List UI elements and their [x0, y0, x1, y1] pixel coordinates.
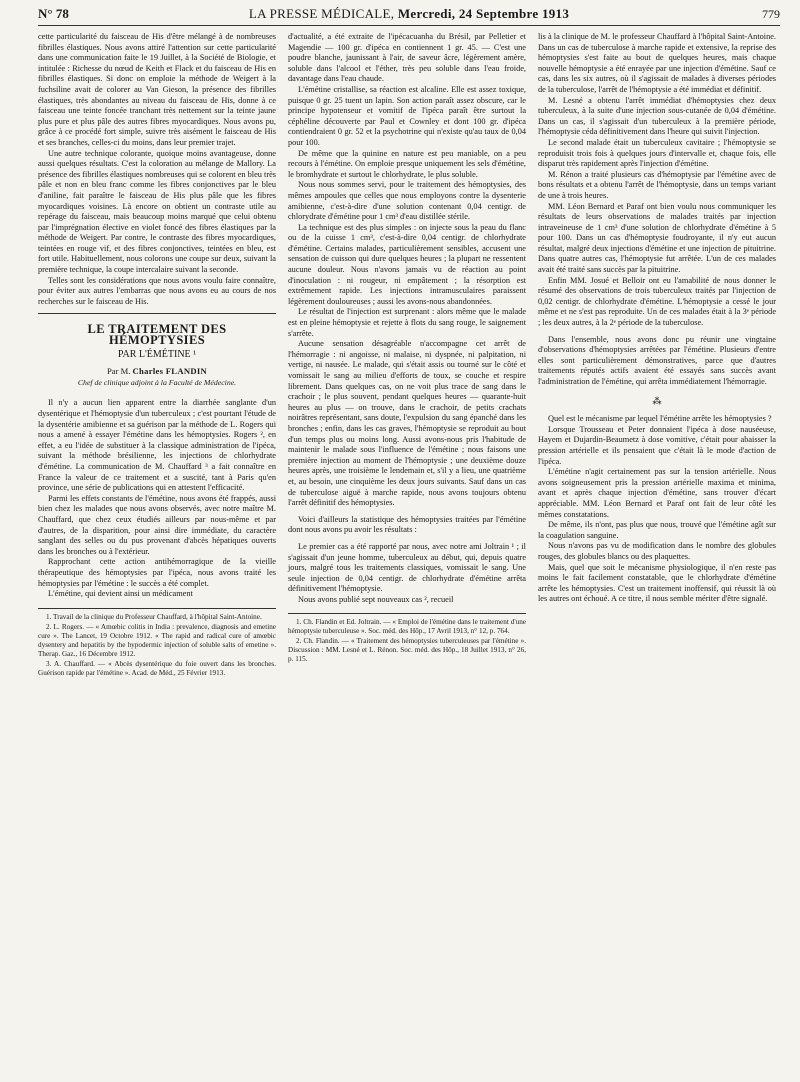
- page-header: [38, 6, 780, 26]
- paragraph: lis à la clinique de M. le professeur Chauffard à l'hôpital Saint-Antoine. Dans un cas de tuberculose à marche rapide et extensive, la reprise des hémoptysies s'est faite au bout de quelques heures, mais chaque nouvelle hémoptysie a été enrayée par une injection d'émétine. Sauf ce cas, dans les six autres, où il s'agissait de malades à diverses périodes de la tuberculose, l'arrêt de l'hémoptysie a été immédiat et définitif.: [538, 32, 776, 94]
- text-columns: [38, 32, 780, 679]
- paragraph: Le premier cas a été rapporté par nous, avec notre ami Joltrain ¹ ; il s'agissait d'un jeune homme, tuberculeux au début, qui, depuis quatre jours, malgré tous les traitements classiques, vomissait le sang. Une seule injection de 0,04 centigr. de chlorhydrate d'émétine arrêta définitivement l'hémoptysie.: [288, 541, 526, 594]
- column-1: [38, 32, 276, 679]
- paragraph: L'émétine n'agit certainement pas sur la tension artérielle. Nous avons soigneusement pris la pression artérielle maxima et minima, avant et après chaque injection d'émétine, sans trouver d'écart appréciable. MM. Léon Bernard et Paraf ont fait de leur côté les mêmes constatations.: [538, 467, 776, 519]
- paragraph: d'actualité, a été extraite de l'ipécacuanha du Brésil, par Pelletier et Magendie — 100 gr. d'ipéca en contiennent 1 gr. 45. — C'est une poudre blanche, jaunissant à l'air, de saveur âcre, légèrement amère, soluble dans l'alcool et l'éther, très peu soluble dans l'eau froide, davantage dans l'eau chaude.: [288, 32, 526, 84]
- issue-date: Mercredi, 24 Septembre 1913: [397, 6, 570, 21]
- paragraph: Le résultat de l'injection est surprenant : alors même que le malade est en pleine hémoptysie et rejette à flots du sang rouge, le saignement s'arrête.: [288, 307, 526, 338]
- column-3: [538, 32, 776, 679]
- paragraph: Dans l'ensemble, nous avons donc pu réunir une vingtaine d'observations d'hémoptysies arrêtées par l'émétine. Plusieurs d'entre elles sont particulièrement démonstratives, parce que d'autres traitements réputés actifs avaient été essayés sans succès avant l'administration de l'émétine, qui arrêta immédiatement l'hémorragie.: [538, 334, 776, 386]
- paragraph: L'émétine cristallise, sa réaction est alcaline. Elle est assez toxique, puisque 0 gr. 25 tuent un lapin. Son action paraît assez obscure, car le principe hypotenseur et vomitif de l'ipéca paraît être surtout la céphéline découverte par Paul et Cownley et dont 100 gr. d'ipéca contiendraient 0 gr. 52 et la psychotrine qui n'existe qu'au taux de 0,04 pour 100.: [288, 84, 526, 147]
- paragraph: Le second malade était un tuberculeux cavitaire ; l'hémoptysie se reproduisit trois fois à quelques jours d'intervalle et, chaque fois, elle disparut très rapidement après l'injection d'émétine.: [538, 137, 776, 169]
- section-divider: [38, 313, 276, 314]
- paragraph: Nous nous sommes servi, pour le traitement des hémoptysies, des mêmes ampoules que celles que nous employons contre la dysenterie amibienne, c'est-à-dire d'une solution contenant 0,04 centigr. de chlorydrate d'émétine pour 1 cm³ d'eau distillée stérile.: [288, 180, 526, 222]
- paragraph: M. Rénon a traité plusieurs cas d'hémoptysie par l'émétine avec de bons résultats et a obtenu l'arrêt de l'hémoptysie, dans un temps variant de une à trois heures.: [538, 169, 776, 200]
- paragraph: Telles sont les considérations que nous avons voulu faire connaître, pour éviter aux autres l'embarras que nous avons eu au cours de nos recherches sur le faisceau de His.: [38, 275, 276, 306]
- article-subtitle: PAR L'ÉMÉTINE ¹: [117, 348, 197, 360]
- footnote: 1. Travail de la clinique du Professeur Chauffard, à l'hôpital Saint-Antoine.: [46, 612, 262, 621]
- paragraph: MM. Léon Bernard et Paraf ont bien voulu nous communiquer les résultats de leurs observations de malades traités par injection intraveineuse de 1 cm³ d'une solution de chlorhydrate d'émétine à 5 pour 100. Dans un cas d'hémoptysie foudroyante, il n'y eut aucun résultat, malgré deux injections d'émétine et une injection de pituitrine. Dans quatre autres cas, l'hémoptysie fut arrêtée. L'un de ces malades avait été traité sans succès par la pituitrine.: [538, 201, 776, 275]
- paragraph: cette particularité du faisceau de His d'être mélangé à de nombreuses fibrilles élastiques. Nous avons attiré l'attention sur cette particularité dans une communication faite le 19 Juillet, à la Société de Biologie, et intitulée : Richesse du nœud de Keith et Flack et du faisceau de His en fibrilles élastiques. Si donc on emploie la méthode de Weigert à la fuchsiline avait de colorer au Van Gieson, la présence des fibrilles élastiques, très abondantes au niveau du faisceau de His, donne à ce faisceau une teinte foncée tranchant très nettement sur la teinte jaune plus pure et plus pâle des autres fibres myocardiques. Nous avons pu, grâce à ce procédé fort simple, suivre très aisément le faisceau de His et ses branches, celles-ci du moins, dans leur premier trajet.: [38, 32, 276, 147]
- running-title: [249, 6, 569, 22]
- footnote: 2. L. Rogers. — « Amœbic colitis in India : prevalence, diagnosis and emetine cure ». The Lancet, 19 Octobre 1912. « The rapid and radical cure of amœbic dysentery and hepatitis by the hypodermic injection of soluble salts of emetine ». Therap. Gaz., 16 Décembre 1912.: [38, 622, 276, 658]
- paragraph: Nous avons publié sept nouveaux cas ², recueil: [298, 594, 454, 604]
- paragraph: La technique est des plus simples : on injecte sous la peau du flanc ou de la cuisse 1 cm³, c'est-à-dire 0,04 centigr. de chlorhydrate d'émétine. Certains malades, particulièrement sensibles, accusent une sensation de cuisson qui dure quelques heures ; la plupart ne ressentent aucune douleur. Nous n'avons jamais vu de réaction au point d'inoculation : ni rougeur, ni empâtement ; la résorption est extrêmement rapide. Les injections intramusculaires paraissent légèrement douloureuses ; aussi les avons-nous abandonnées.: [288, 222, 526, 306]
- footnote: 3. A. Chauffard. — « Abcès dysentérique du foie ouvert dans les bronches. Guérison rapide par l'émétine ». Acad. de Méd., 25 Février 1913.: [38, 659, 276, 677]
- author-name: Charles FLANDIN: [132, 366, 207, 377]
- author-prefix: Par M.: [106, 366, 131, 377]
- paragraph: Une autre technique colorante, quoique moins avantageuse, donne aussi quelques résultats. C'est la coloration au mélange de Mallory. La présence des fibrilles élastiques nombreuses qui se colorent en bleu très pâle et non en bleu franc comme les fibres conjonctives par le bleu d'aniline, fait paraître le faisceau de His plus pâle que les fibres myocardiques voisines. Là encore on obtient un contraste utile au repérage du faisceau, mais beaucoup moins marqué que celui obtenu par l'imprégnation élective en violet foncé des fibres élastiques par la méthode de Weigert. Par contre, le contraste des fibres myocardiques, teintées en rouge vif, et des fibres conjonctives, teintées en bleu, est fort utile. Habituellement, nous colorons une coupe sur deux, suivant la première technique, la coupe intercalaire suivant la seconde.: [38, 148, 276, 275]
- paragraph: Parmi les effets constants de l'émétine, nous avons été frappés, aussi bien chez les malades que nous avons observés, avec notre maître M. Chauffard, que chez ceux étudiés ailleurs par nous-même et par d'autres, de la disparition, pour ainsi dire immédiate, du caractère sanglant des selles ou du pus provenant d'abcès hépatiques ouverts dans les bronches ou à l'extérieur.: [38, 493, 276, 556]
- footnotes: [288, 613, 526, 664]
- paragraph: Il n'y a aucun lien apparent entre la diarrhée sanglante d'un dysentérique et l'hémoptysie d'un tuberculeux ; c'est pourtant l'étude de la dysentérie amibienne et sa guérison par la méthode de L. Rogers qui nous a amené à essayer l'émétine dans les hémoptysies. Rogers ², en effet, a eu l'idée de substituer à la classique administration de l'ipéca, suivant la méthode brésilienne, les injections de chlorhydrate d'émétine. La communication de M. Chauffard ³ a fait connaître en France la valeur de ce traitement et a suscité, tant à Paris qu'en province, une série de publications qui en attestent l'efficacité.: [38, 398, 276, 493]
- footnote: 2. Ch. Flandin. — « Traitement des hémoptysies tuberculeuses par l'émétine ». Discussion : MM. Lesné et L. Rénon. Soc. méd. des Hôp., 18 Juillet 1913, n° 26, p. 115.: [288, 637, 526, 664]
- issue-number: N° 78: [38, 6, 69, 21]
- paragraph: De même, ils n'ont, pas plus que nous, trouvé que l'émétine agît sur la coagulation sanguine.: [538, 520, 776, 540]
- column-2: [288, 32, 526, 679]
- section-asterism: ⁂: [652, 395, 662, 406]
- paragraph: Rapprochant cette action antihémorragique de la vieille thérapeutique des hémoptysies par l'ipéca, nous avons traité les hémoptysies par l'émétine : le succès a été complet.: [38, 557, 276, 588]
- paragraph: L'émétine, qui devient ainsi un médicament: [48, 589, 193, 599]
- author-line: [38, 366, 276, 377]
- author-affiliation: Chef de clinique adjoint à la Faculté de Médecine.: [77, 377, 237, 387]
- paragraph: Mais, quel que soit le mécanisme physiologique, il n'en reste pas moins le fait facilement constatable, que le chlorhydrate d'émétine arrête les hémoptysies. C'est un traitement inoffensif, qui réussit là où les autres ont échoué. A ce titre, il nous semble mériter d'être signalé.: [538, 562, 776, 604]
- footnote: 1. Ch. Flandin et Ed. Joltrain. — « Emploi de l'émétine dans le traitement d'une hémoptysie tuberculeuse ». Soc. méd. des Hôp., 17 Avril 1913, n° 12, p. 764.: [288, 618, 526, 636]
- page-number: 779: [761, 7, 780, 21]
- paragraph: M. Lesné a obtenu l'arrêt immédiat d'hémoptysies chez deux tuberculeux, à la suite d'une injection sous-cutanée de 0,04 d'émétine. Dans un cas, il s'agissait d'un tuberculeux à la première période, l'hémoptysie céda définitivement dans l'heure qui suivit l'injection.: [538, 95, 776, 137]
- journal-name: LA PRESSE MÉDICALE,: [248, 6, 395, 21]
- footnotes: [38, 608, 276, 678]
- paragraph: Lorsque Trousseau et Peter donnaient l'ipéca à dose nauséeuse, Hayem et Dujardin-Beaumetz à dose vomitive, c'était pour abaisser la pression artérielle et ils pensaient que c'était là le mode d'action de l'ipéca.: [538, 424, 776, 466]
- paragraph: Aucune sensation désagréable n'accompagne cet arrêt de l'hémorragie : ni angoisse, ni malaise, ni dyspnée, ni palpitation, ni vertige, ni nausée. Le malade, qui s'était assis ou tourné sur le côté et vomissait le sang au milieu d'efforts de toux, se couche et respire librement. Dans quelques cas, on ne voit plus trace de sang dans le crachoir ; le plus souvent, pendant quelques heures — quarante-huit heures au plus — on trouve, dans le crachoir, de petits crachats noirâtres représentant, sans doute, l'expulsion du sang épanché dans les bronches ; enfin, dans les cas graves, l'hémoptysie se reproduit au bout d'un temps plus ou moins long. Aussi avons-nous pris l'habitude de maintenir le malade sous l'influence de l'émétine ; nous faisons une première injection au moment de l'hémoptysie ; une deuxième douze heures après, une troisième le lendemain et, s'il y a lieu, une quatrième et, au besoin, une cinquième les deux jours suivants. Sauf dans un cas de tuberculose aiguë à marche rapide, nous avons toujours obtenu l'arrêt définitif des hémoptysies.: [288, 339, 526, 508]
- paragraph: Nous n'avons pas vu de modification dans le nombre des globules rouges, des globules blancs ou des plaquettes.: [538, 541, 776, 561]
- paragraph: Voici d'ailleurs la statistique des hémoptysies traitées par l'émétine dont nous avons pu avoir les résultats :: [288, 514, 526, 535]
- paragraph: Enfin MM. Josué et Belloir ont eu l'amabilité de nous donner le résumé des observations de trois tuberculeux traités par l'injection de 0,02 centigr. de chlorhydrate d'émétine. L'hémoptysie a cessé le jour même et ne s'est pas reproduite. Un de ces malades était à la 3ᵉ période ; les deux autres, à la 2ᵉ période de la tuberculose.: [538, 275, 776, 328]
- paragraph: De même que la quinine en nature est peu maniable, on a peu recours à l'émétine. On emploie presque uniquement les sels d'émétine, le bromhydrate et surtout le chlorhydrate, le plus soluble.: [288, 148, 526, 179]
- article-title: LE TRAITEMENT DES HÉMOPTYSIES: [87, 322, 227, 348]
- paragraph: Quel est le mécanisme par lequel l'émétine arrête les hémoptysies ?: [548, 414, 772, 424]
